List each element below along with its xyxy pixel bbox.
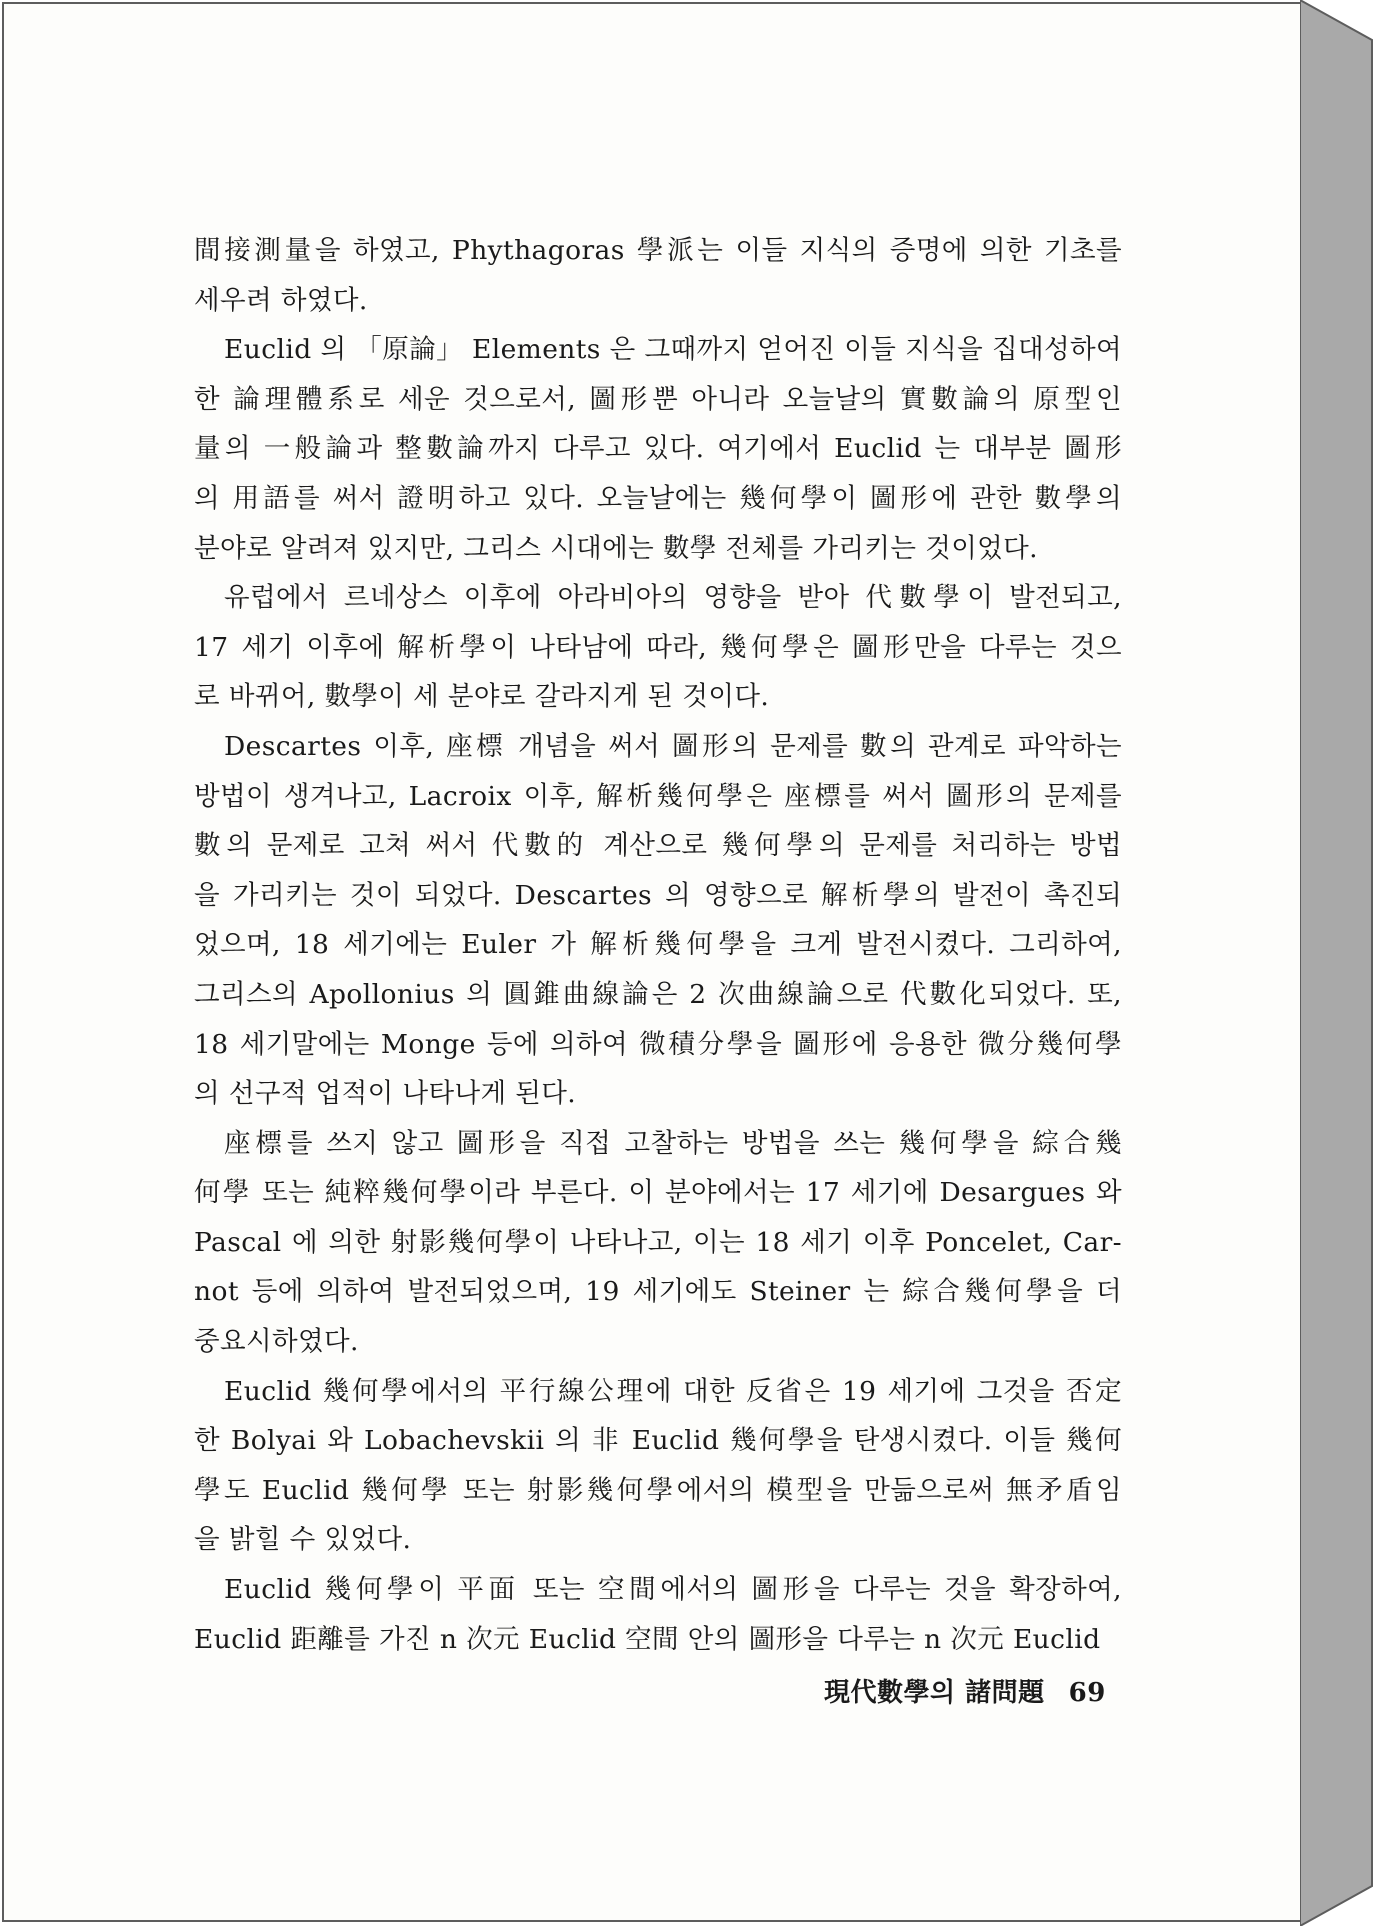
paragraph — [194, 1367, 1122, 1565]
text-line: 17 세기 이후에 解析學이 나타남에 따라, 幾何學은 圖形만을 다루는 것으 — [194, 631, 1122, 663]
running-title: 現代數學의 諸問題 — [824, 1678, 1045, 1708]
paragraph — [194, 1119, 1122, 1367]
text-line: Euclid 幾何學에서의 平行線公理에 대한 反省은 19 세기에 그것을 否定 — [224, 1375, 1122, 1407]
paragraph — [194, 573, 1122, 722]
book-page — [2, 2, 1304, 1922]
text-line: Euclid 의 「原論」 Elements 은 그때까지 얻어진 이들 지식을 집대성하여 — [224, 334, 1122, 366]
paragraph — [194, 1565, 1122, 1664]
text-line: Pascal 에 의한 射影幾何學이 나타나고, 이는 18 세기 이후 Poncelet, Car- — [194, 1226, 1122, 1258]
text-line: 한 論理體系로 세운 것으로서, 圖形뿐 아니라 오늘날의 實數論의 原型인 — [194, 383, 1122, 415]
text-line: 방법이 생겨나고, Lacroix 이후, 解析幾何學은 座標를 써서 圖形의 문제를 — [194, 780, 1122, 812]
body-text — [194, 226, 1122, 1664]
text-line: 의 用語를 써서 證明하고 있다. 오늘날에는 幾何學이 圖形에 관한 數學의 — [194, 482, 1122, 514]
page-number: 69 — [1068, 1678, 1106, 1708]
text-line: Euclid 幾何學이 平面 또는 空間에서의 圖形을 다루는 것을 확장하여, — [224, 1574, 1122, 1606]
text-line: 로 바뀌어, 數學이 세 분야로 갈라지게 된 것이다. — [194, 681, 770, 713]
text-line: 間接測量을 하였고, Phythagoras 學派는 이들 지식의 증명에 의한 기초를 — [194, 235, 1122, 266]
paragraph — [194, 226, 1122, 325]
text-line: 何學 또는 純粹幾何學이라 부른다. 이 분야에서는 17 세기에 Desargues 와 — [194, 1177, 1122, 1209]
text-line: not 등에 의하여 발전되었으며, 19 세기에도 Steiner 는 綜合幾何學을 더 — [194, 1276, 1122, 1308]
paragraph — [194, 722, 1122, 1119]
page-footer — [824, 1672, 1106, 1709]
text-line: 그리스의 Apollonius 의 圓錐曲線論은 2 次曲線論으로 代數化되었다. 또, — [194, 978, 1122, 1010]
book-edge — [1300, 0, 1380, 1926]
paragraph — [194, 325, 1122, 573]
text-line: Descartes 이후, 座標 개념을 써서 圖形의 문제를 數의 관계로 파악하는 — [224, 730, 1122, 762]
text-line: Euclid 距離를 가진 n 次元 Euclid 空間 안의 圖形을 다루는 n 次元 Euclid — [194, 1623, 1101, 1655]
text-line: 座標를 쓰지 않고 圖形을 직접 고찰하는 방법을 쓰는 幾何學을 綜合幾 — [224, 1127, 1122, 1159]
text-line: 學도 Euclid 幾何學 또는 射影幾何學에서의 模型을 만듦으로써 無矛盾임 — [194, 1474, 1122, 1506]
text-line: 분야로 알려져 있지만, 그리스 시대에는 數學 전체를 가리키는 것이었다. — [194, 532, 1039, 564]
text-line: 18 세기말에는 Monge 등에 의하여 微積分學을 圖形에 응용한 微分幾何學 — [194, 1028, 1122, 1060]
text-line: 을 밝힐 수 있었다. — [194, 1524, 412, 1556]
text-line: 중요시하였다. — [194, 1326, 359, 1358]
text-line: 數의 문제로 고쳐 써서 代數的 계산으로 幾何學의 문제를 처리하는 방법 — [194, 830, 1122, 862]
text-line: 었으며, 18 세기에는 Euler 가 解析幾何學을 크게 발전시켰다. 그리하여, — [194, 929, 1122, 961]
text-line: 유럽에서 르네상스 이후에 아라비아의 영향을 받아 代數學이 발전되고, — [224, 582, 1122, 614]
text-line: 量의 一般論과 整數論까지 다루고 있다. 여기에서 Euclid 는 대부분 圖形 — [194, 433, 1122, 465]
text-line: 을 가리키는 것이 되었다. Descartes 의 영향으로 解析學의 발전이 촉진되 — [194, 879, 1122, 911]
text-line: 세우려 하였다. — [194, 284, 368, 316]
text-line: 한 Bolyai 와 Lobachevskii 의 非 Euclid 幾何學을 탄생시켰다. 이들 幾何 — [194, 1425, 1122, 1457]
text-line: 의 선구적 업적이 나타나게 된다. — [194, 1078, 577, 1110]
